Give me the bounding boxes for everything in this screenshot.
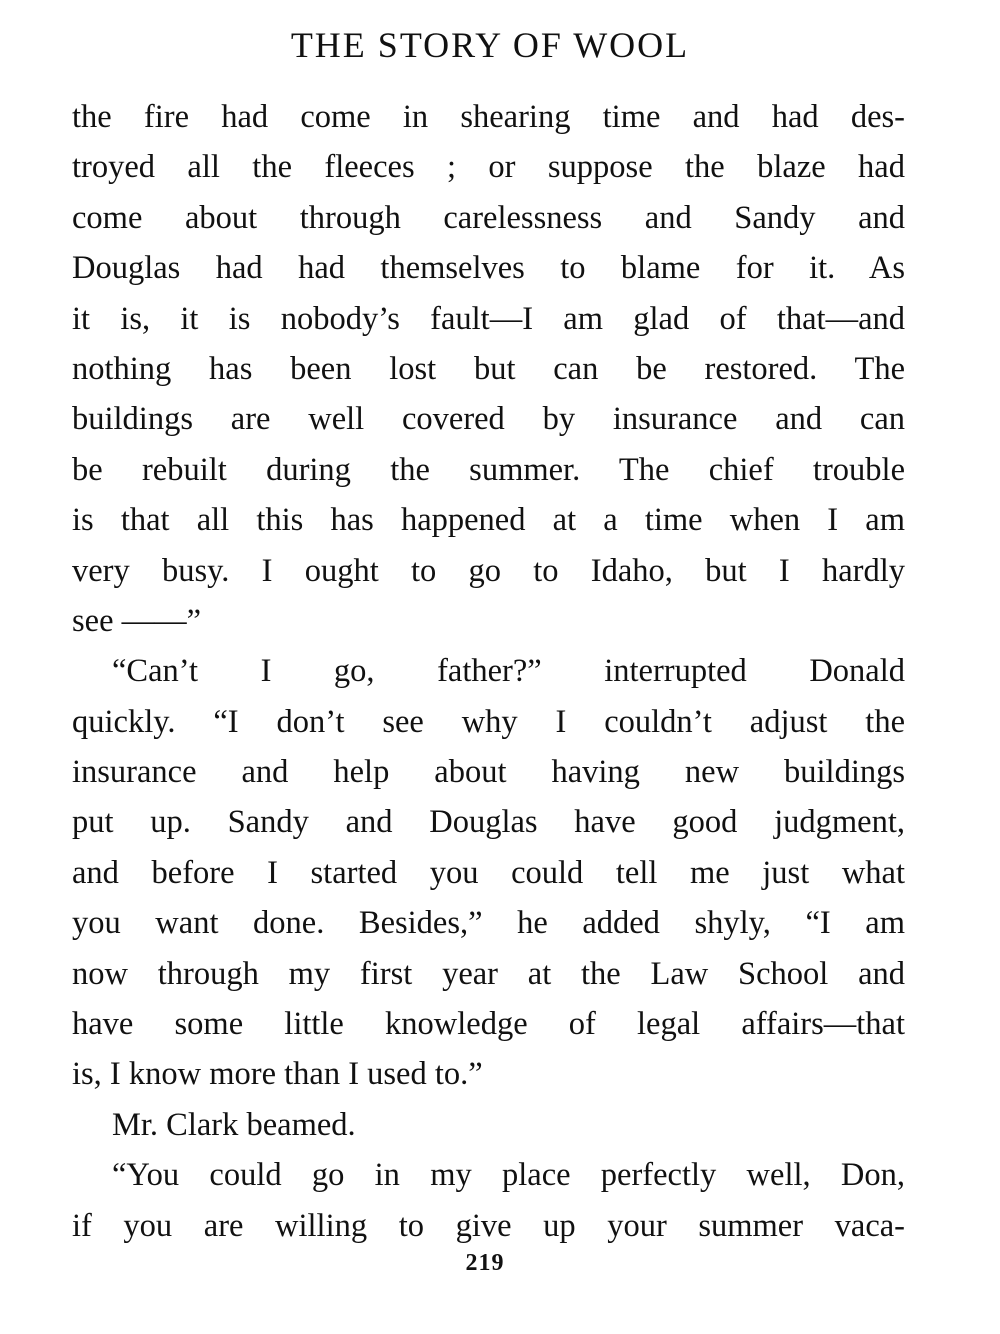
text-line: is that all this has happened at a time when I am (72, 502, 905, 539)
text-line: have some little knowledge of legal affairs—that (72, 1006, 905, 1043)
text-line: Mr. Clark beamed. (112, 1106, 356, 1143)
text-line: is, I know more than I used to.” (72, 1056, 483, 1093)
text-line: now through my first year at the Law School and (72, 955, 905, 992)
text-line: and before I started you could tell me just what (72, 854, 905, 891)
running-header: THE STORY OF WOOL (290, 25, 690, 65)
text-line: troyed all the fleeces ; or suppose the blaze had (72, 149, 905, 186)
text-line: Douglas had had themselves to blame for it. As (72, 250, 905, 287)
text-line: insurance and help about having new buildings (72, 754, 905, 791)
text-line: “You could go in my place perfectly well, Don, (112, 1157, 905, 1194)
text-line: buildings are well covered by insurance and can (72, 401, 905, 438)
text-line: “Can’t I go, father?” interrupted Donald (112, 653, 905, 690)
text-line: nothing has been lost but can be restored. The (72, 350, 905, 387)
page-body-text (72, 92, 905, 1251)
text-line: put up. Sandy and Douglas have good judgment, (72, 804, 905, 841)
text-line: it is, it is nobody’s fault—I am glad of that—and (72, 300, 905, 337)
text-line: come about through carelessness and Sandy and (72, 199, 905, 236)
text-line: very busy. I ought to go to Idaho, but I hardly (72, 552, 905, 589)
text-line: see ——” (72, 602, 202, 639)
text-line: you want done. Besides,” he added shyly, “I am (72, 905, 905, 942)
text-line: be rebuilt during the summer. The chief trouble (72, 451, 905, 488)
text-line: quickly. “I don’t see why I couldn’t adjust the (72, 703, 905, 740)
text-line: the fire had come in shearing time and had des- (72, 99, 905, 135)
text-line: if you are willing to give up your summer vaca- (72, 1207, 905, 1244)
page-number: 219 (465, 1250, 505, 1276)
